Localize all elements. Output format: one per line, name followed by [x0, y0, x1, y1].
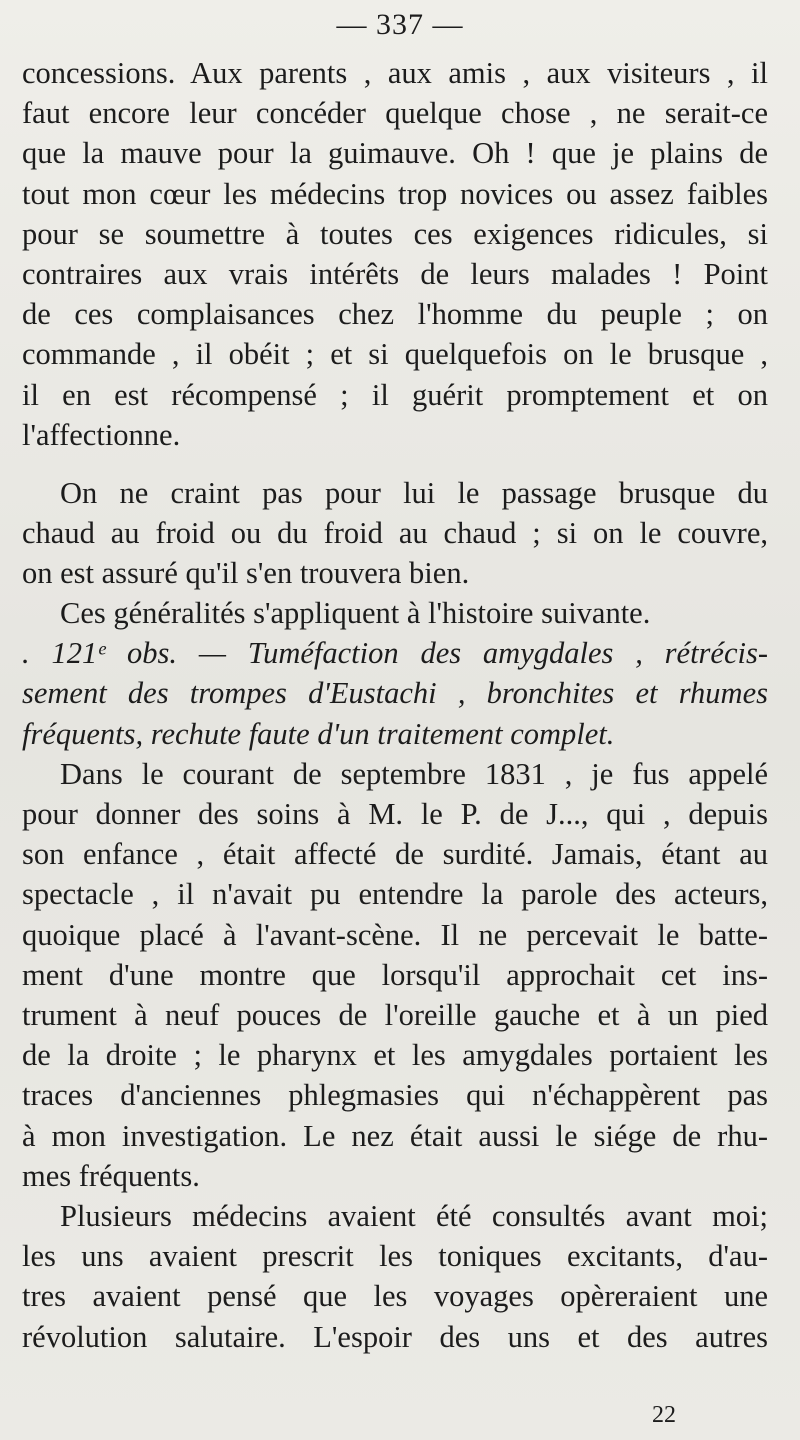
text-line: chaud au froid ou du froid au chaud ; si on le couvre,	[22, 516, 768, 551]
text-line: son enfance , était affecté de surdité. Jamais, étant au	[22, 837, 768, 872]
text-line: de la droite ; le pharynx et les amygdales portaient les	[22, 1038, 768, 1073]
text-line: révolution salutaire. L'espoir des uns et des autres	[22, 1319, 768, 1354]
text-line: Dans le courant de septembre 1831 , je fus appelé	[60, 756, 768, 791]
paragraph-observation	[22, 593, 768, 1357]
text-line: il en est récompensé ; il guérit promptement et on	[22, 377, 768, 412]
text-line: on est assuré qu'il s'en trouvera bien.	[22, 556, 470, 591]
signature-mark: 22	[652, 1402, 676, 1428]
text-line: ment d'une montre que lorsqu'il approchait cet ins-	[22, 957, 768, 992]
text-line: pour se soumettre à toutes ces exigences ridicules, si	[22, 216, 768, 251]
text-line: que la mauve pour la guimauve. Oh ! que je plains de	[22, 136, 768, 171]
text-line: pour donner des soins à M. le P. de J..., qui , depuis	[22, 797, 768, 832]
observation-title-line: fréquents, rechute faute d'un traitement complet.	[22, 716, 615, 751]
text-line: tout mon cœur les médecins trop novices ou assez faibles	[22, 176, 768, 211]
text-line: tres avaient pensé que les voyages opèreraient une	[22, 1279, 768, 1314]
text-line: quoique placé à l'avant-scène. Il ne percevait le batte-	[22, 917, 768, 952]
text-line: les uns avaient prescrit les toniques excitants, d'au-	[22, 1239, 768, 1274]
text-line: trument à neuf pouces de l'oreille gauche et à un pied	[22, 998, 768, 1033]
paragraph-continuation	[22, 53, 768, 455]
text-line: spectacle , il n'avait pu entendre la parole des acteurs,	[22, 877, 768, 912]
observation-title-line: sement des trompes d'Eustachi , bronchites et rhumes	[22, 676, 768, 711]
text-line: contraires aux vrais intérêts de leurs malades ! Point	[22, 257, 768, 292]
text-line: traces d'anciennes phlegmasies qui n'échappèrent pas	[22, 1078, 768, 1113]
page-number: — 337 —	[336, 8, 464, 41]
text-line: Ces généralités s'appliquent à l'histoire suivante.	[60, 596, 651, 630]
text-line: mes fréquents.	[22, 1158, 200, 1193]
observation-title-line: . 121ᵉ obs. — Tuméfaction des amygdales , rétrécis-	[22, 636, 768, 671]
paragraph-passage	[22, 473, 768, 594]
text-line: à mon investigation. Le nez était aussi le siége de rhu-	[22, 1118, 768, 1153]
text-line: On ne craint pas pour lui le passage brusque du	[60, 476, 768, 510]
text-line: Plusieurs médecins avaient été consultés avant moi;	[60, 1199, 768, 1234]
text-line: commande , il obéit ; et si quelquefois on le brusque ,	[22, 337, 768, 372]
text-line: de ces complaisances chez l'homme du peuple ; on	[22, 297, 768, 332]
text-line: faut encore leur concéder quelque chose , ne serait-ce	[22, 96, 768, 131]
text-line: l'affectionne.	[22, 417, 181, 452]
text-line: concessions. Aux parents , aux amis , aux visiteurs , il	[22, 56, 768, 90]
